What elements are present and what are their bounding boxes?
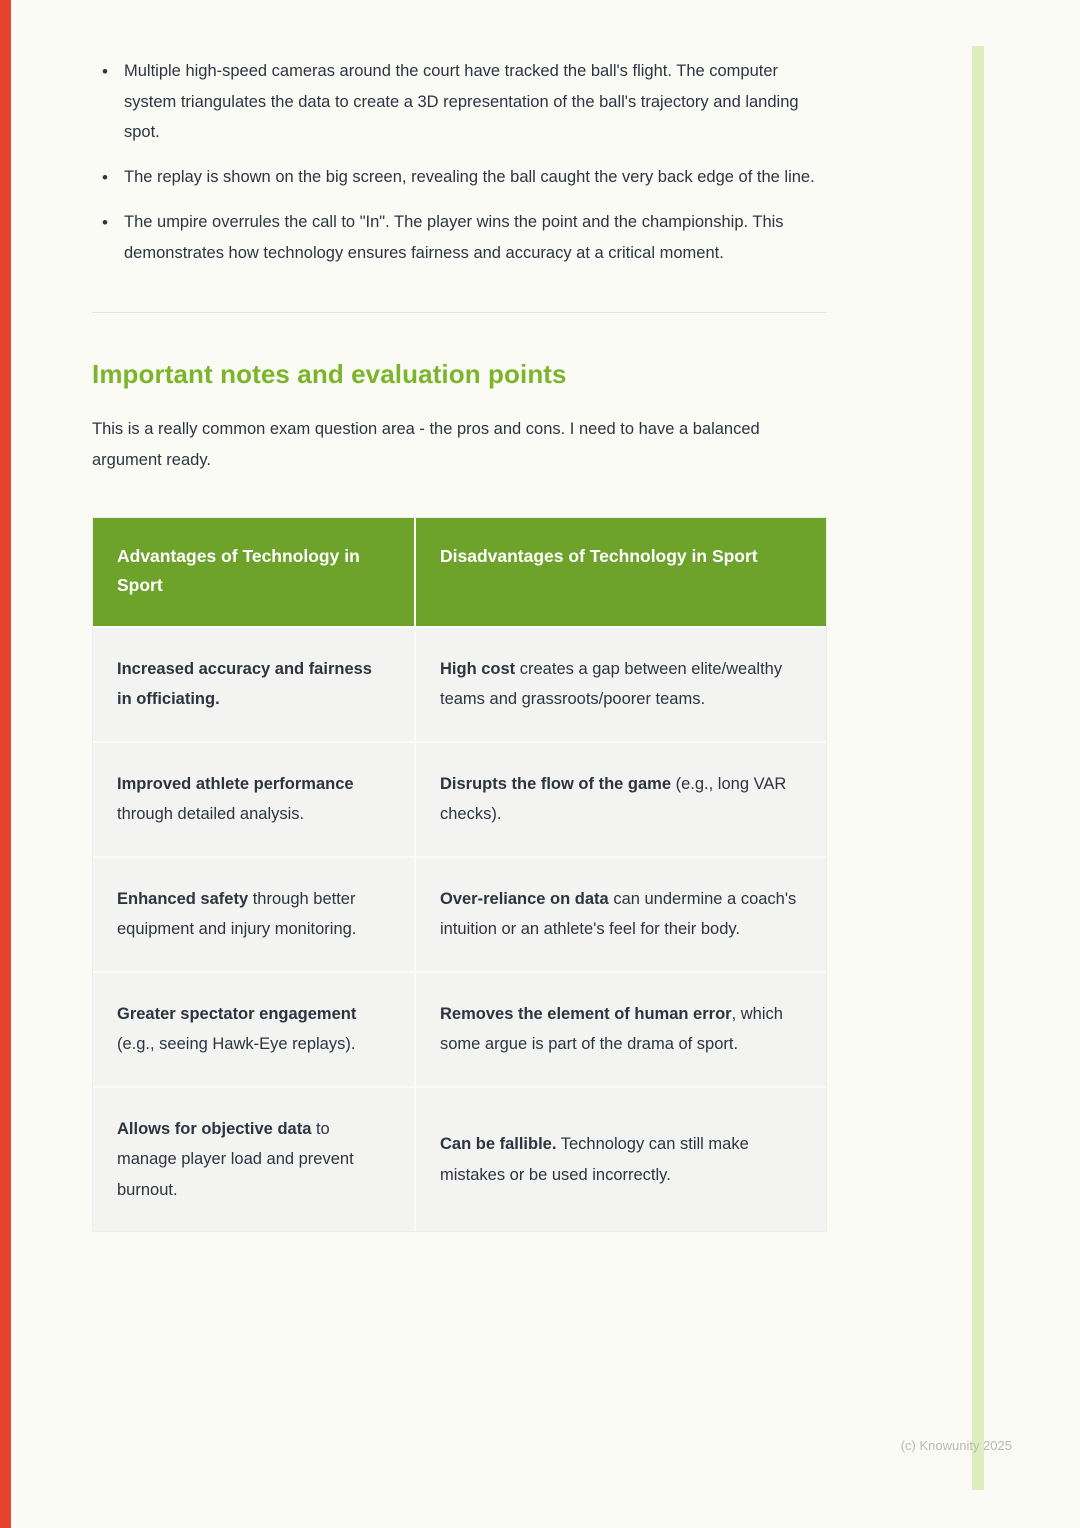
cell-rest-text: can undermine a coach's intuition or an athlete's feel for their body.: [440, 889, 797, 939]
cell-bold-text: Can be fallible.: [440, 1135, 557, 1154]
table-cell-disadvantage: [416, 858, 826, 971]
table-header-disadvantages: Disadvantages of Technology in Sport: [416, 518, 826, 626]
cell-rest-text: (e.g., seeing Hawk-Eye replays).: [117, 1035, 356, 1054]
table-cell-disadvantage: [416, 743, 826, 856]
copyright-notice: (c) Knowunity 2025: [900, 1438, 1012, 1453]
bullet-text: The umpire overrules the call to "In". The player wins the point and the championship. This demonstrates how technology ensures fairness and accuracy at a critical moment.: [124, 212, 784, 262]
cell-rest-text: (e.g., long VAR checks).: [440, 774, 787, 824]
cell-rest-text: creates a gap between elite/wealthy teams and grassroots/poorer teams.: [440, 659, 783, 709]
bullet-icon: •: [102, 212, 108, 232]
cell-bold-text: High cost: [440, 659, 516, 678]
cell-bold-text: Enhanced safety: [117, 889, 249, 908]
list-item: [92, 56, 827, 148]
cell-bold-text: Greater spectator engagement: [117, 1004, 357, 1023]
bullet-text: Multiple high-speed cameras around the court have tracked the ball's flight. The computer system triangulates the data to create a 3D representation of the ball's trajectory and landing spot.: [124, 62, 799, 142]
table-cell-disadvantage: [416, 1088, 826, 1232]
section-heading: Important notes and evaluation points: [92, 359, 567, 390]
bullet-icon: •: [102, 167, 108, 187]
cell-rest-text: , which some argue is part of the drama of sport.: [440, 1004, 783, 1054]
table-cell-disadvantage: [416, 628, 826, 741]
cell-bold-text: Disrupts the flow of the game: [440, 774, 672, 793]
cell-rest-text: through detailed analysis.: [117, 805, 305, 824]
table-header-advantages: Advantages of Technology in Sport: [93, 518, 414, 626]
cell-bold-text: Removes the element of human error: [440, 1004, 732, 1023]
table-cell-advantage: [93, 858, 414, 971]
table-cell-advantage: [93, 973, 414, 1086]
cell-bold-text: Improved athlete performance: [117, 774, 354, 793]
cell-bold-text: Allows for objective data: [117, 1119, 312, 1138]
bullet-list: [92, 52, 827, 268]
list-item: [92, 162, 827, 193]
page-content: [92, 52, 827, 1232]
pros-cons-table: [92, 517, 827, 1232]
section-divider: [92, 312, 827, 313]
list-item: [92, 207, 827, 268]
right-green-accent-bar: [972, 46, 984, 1490]
cell-rest-text: through better equipment and injury monitoring.: [117, 889, 357, 939]
left-red-accent-bar: [0, 0, 11, 1528]
table-cell-advantage: [93, 743, 414, 856]
intro-paragraph: This is a really common exam question area - the pros and cons. I need to have a balanced argument ready.: [92, 420, 760, 469]
bullet-icon: •: [102, 62, 108, 81]
bullet-text: The replay is shown on the big screen, revealing the ball caught the very back edge of the line.: [124, 167, 815, 186]
cell-rest-text: Technology can still make mistakes or be used incorrectly.: [440, 1135, 749, 1184]
table-cell-disadvantage: [416, 973, 826, 1086]
table-cell-advantage: [93, 628, 414, 741]
table-cell-advantage: [93, 1088, 414, 1232]
cell-bold-text: Over-reliance on data: [440, 889, 609, 908]
cell-bold-text: Increased accuracy and fairness in officiating.: [117, 659, 372, 709]
cell-rest-text: to manage player load and prevent burnout.: [117, 1119, 354, 1199]
